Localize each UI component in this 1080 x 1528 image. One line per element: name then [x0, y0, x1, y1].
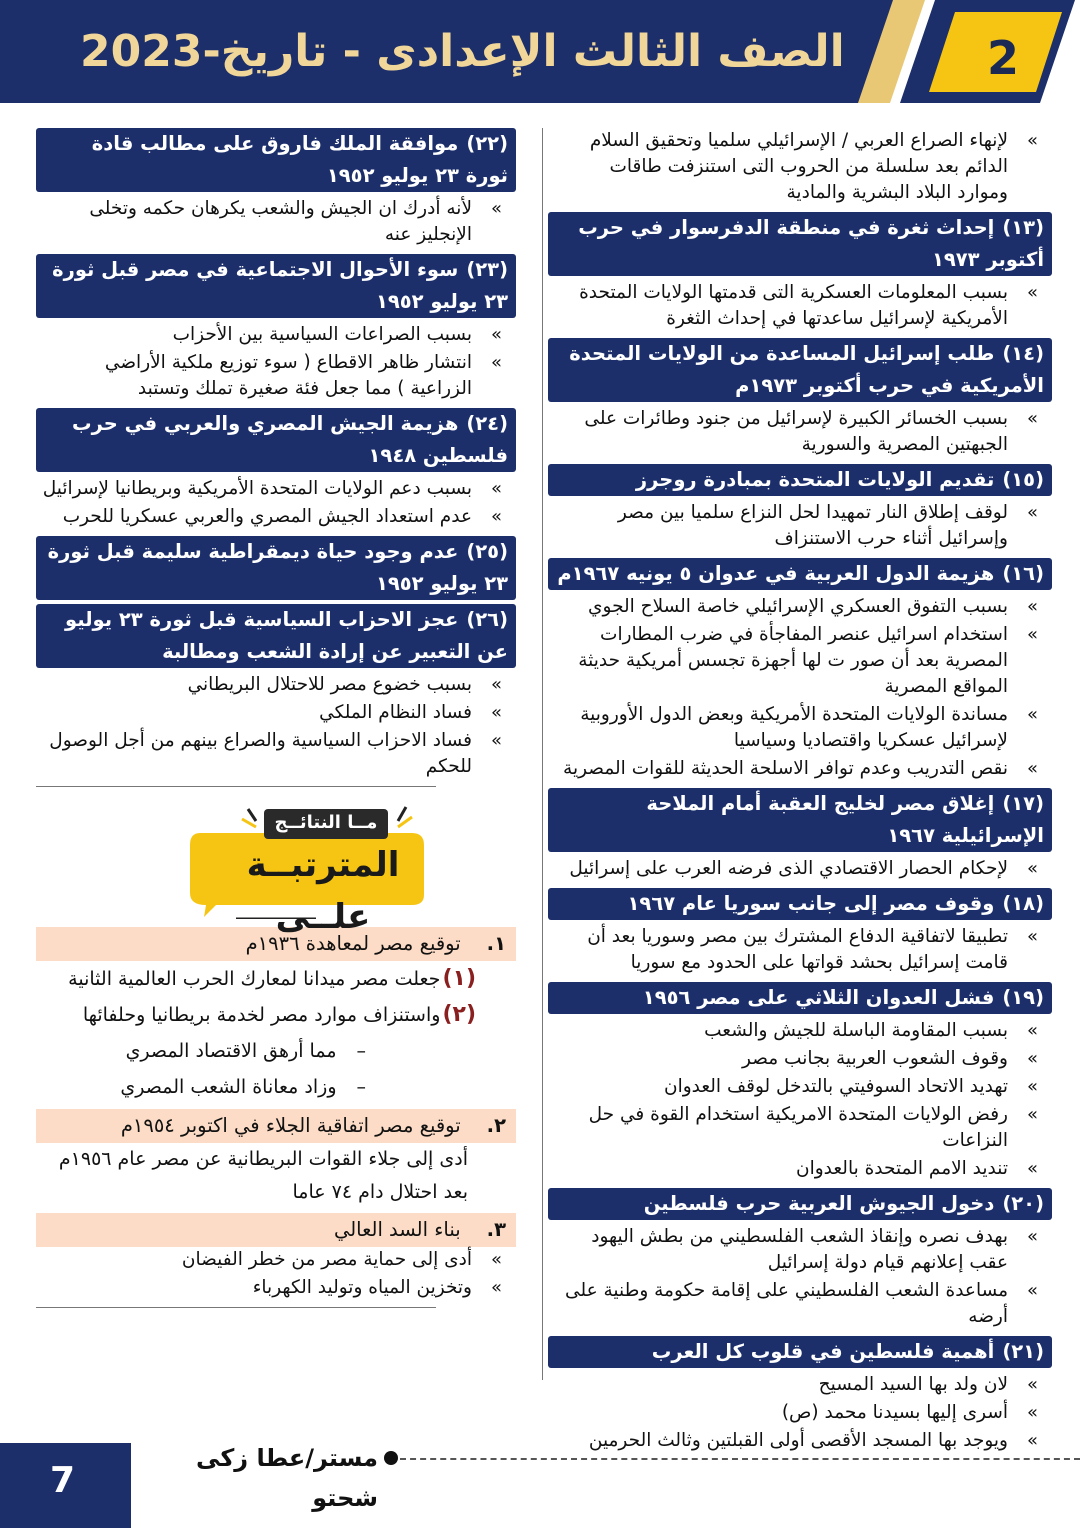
- question-text: عدم وجود حياة ديمقراطية سليمة قبل ثورة ٢٣ يوليو ١٩٥٢: [47, 540, 508, 595]
- answer-item: » بسبب الخسائر الكبيرة لإسرائيل من جنود وطائرات على الجبهتين المصرية والسورية: [548, 406, 1052, 458]
- result-line-text: واستنزاف موارد مصر لخدمة بريطانيا وحلفائها: [82, 1004, 441, 1026]
- question-header: [36, 604, 516, 668]
- result-number: ١.: [486, 932, 506, 955]
- right-column: [548, 128, 1052, 1460]
- question-number: (٢٥): [466, 540, 508, 563]
- question-header: [548, 338, 1052, 402]
- question-text: دخول الجيوش العربية حرب فلسطين: [643, 1192, 995, 1215]
- answer-item: » استخدام اسرائيل عنصر المفاجأة في ضرب المطارات المصرية بعد أن صور ت لها أجهزة تجسس أمريكية حديثة المواقع المصرية: [548, 622, 1052, 700]
- result-subpoint: [36, 1033, 516, 1069]
- question-header: [548, 464, 1052, 496]
- result-heading: [36, 1109, 516, 1143]
- result-line-text: جعلت مصر ميدانا لمعارك الحرب العالمية الثانية: [68, 968, 441, 990]
- question-header: [36, 128, 516, 192]
- question-text: وقوف مصر إلى جانب سوريا عام ١٩٦٧: [627, 892, 995, 915]
- answer-item: » وقوف الشعوب العربية بجانب مصر: [548, 1046, 1052, 1072]
- question-text: فشل العدوان الثلاثي على مصر ١٩٥٦: [642, 986, 995, 1009]
- section-divider: [36, 1307, 436, 1308]
- result-item: » أدى إلى حماية مصر من خطر الفيضان: [36, 1247, 516, 1273]
- question-text: إحداث ثغرة في منطقة الدفرسوار في حرب أكتوبر ١٩٧٣: [578, 216, 1044, 271]
- answer-item: » بسبب خضوع مصر للاحتلال البريطاني: [36, 672, 516, 698]
- question-number: (٢٠): [1002, 1192, 1044, 1215]
- page-header: [0, 0, 1080, 103]
- result-line: [36, 997, 516, 1033]
- result-heading: [36, 1213, 516, 1247]
- question-text: موافقة الملك فاروق على مطالب قادة ثورة ٢٣ يوليو ١٩٥٢: [91, 132, 508, 187]
- answer-item: » بسبب دعم الولايات المتحدة الأمريكية وبريطانيا لإسرائيل: [36, 476, 516, 502]
- answer-item: » بسبب التفوق العسكري الإسرائيلي خاصة السلاح الجوي: [548, 594, 1052, 620]
- question-number: (١٩): [1002, 986, 1044, 1009]
- answer-list: [548, 924, 1052, 976]
- answer-item: » تهديد الاتحاد السوفيتي بالتدخل لوقف العدوان: [548, 1074, 1052, 1100]
- answer-item: » لوقف إطلاق النار تمهيدا لحل النزاع سلميا بين مصر وإسرائيل أثناء حرب الاستنزاف: [548, 500, 1052, 552]
- question-text: هزيمة الجيش المصري والعربي في حرب فلسطين ١٩٤٨: [72, 412, 508, 467]
- answer-item: » لإنهاء الصراع العربي / الإسرائيلي سلميا وتحقيق السلام الدائم بعد سلسلة من الحروب التى استنزفت طاقات وموارد البلاد البشرية والمادية: [548, 128, 1052, 206]
- question-text: سوء الأحوال الاجتماعية في مصر قبل ثورة ٢٣ يوليو ١٩٥٢: [52, 258, 508, 313]
- answer-list: [548, 1018, 1052, 1182]
- left-questions: [36, 128, 516, 780]
- answer-list: [548, 1372, 1052, 1454]
- result-subpoint-text: وزاد معاناة الشعب المصري: [120, 1076, 337, 1098]
- answer-item: » بسبب المعلومات العسكرية التى قدمتها الولايات المتحدة الأمريكية لإسرائيل ساعدتها في إحداث الثغرة: [548, 280, 1052, 332]
- dash-icon: –: [356, 1040, 366, 1062]
- question-number: (٢٢): [466, 132, 508, 155]
- result-title: بناء السد العالي: [333, 1218, 461, 1241]
- left-column: [36, 128, 516, 1316]
- question-header: [548, 982, 1052, 1014]
- result-title: توقيع مصر لمعاهدة ١٩٣٦م: [245, 932, 461, 955]
- question-header: [548, 212, 1052, 276]
- result-number: ٢.: [486, 1114, 506, 1137]
- footer-dashed-line: [400, 1458, 1080, 1460]
- result-subpoint-text: مما أرهق الاقتصاد المصري: [125, 1040, 337, 1062]
- footer-author: مستر/عطا زكى شحتو: [196, 1444, 378, 1512]
- question-text: عجز الاحزاب السياسية قبل ثورة ٢٣ يوليو عن التعبير عن إرادة الشعب ومطالبة: [65, 608, 508, 663]
- answer-list: [548, 856, 1052, 882]
- question-number: (١٨): [1002, 892, 1044, 915]
- question-header: [548, 788, 1052, 852]
- question-text: تقديم الولايات المتحدة بمبادرة روجرز: [635, 468, 995, 491]
- answer-item: » انتشار ظاهر الاقطاع ( سوء توزيع ملكية الأراضي الزراعية ) مما جعل فئة صغيرة تملك وتستبد: [36, 350, 516, 402]
- answer-item: » بسبب الصراعات السياسية بين الأحزاب: [36, 322, 516, 348]
- answer-list: [548, 128, 1052, 206]
- answer-item: » ويوجد بها المسجد الأقصى أولى القبلتين وثالث الحرمين: [548, 1428, 1052, 1454]
- result-title: توقيع مصر اتفاقية الجلاء في اكتوبر ١٩٥٤م: [120, 1114, 461, 1137]
- result-number: ٣.: [486, 1218, 506, 1241]
- question-header: [36, 408, 516, 472]
- question-number: (٢١): [1002, 1340, 1044, 1363]
- question-number: (١٧): [1002, 792, 1044, 815]
- question-text: إغلاق مصر لخليج العقبة أمام الملاحة الإسرائيلية ١٩٦٧: [646, 792, 1044, 847]
- question-text: طلب إسرائيل المساعدة من الولايات المتحدة الأمريكية في حرب أكتوبر ١٩٧٣م: [569, 342, 1044, 397]
- question-number: (٢٣): [466, 258, 508, 281]
- answer-list: [36, 196, 516, 248]
- answer-item: » فساد النظام الملكي: [36, 700, 516, 726]
- question-header: [548, 558, 1052, 590]
- question-text: هزيمة الدول العربية في عدوان ٥ يونيه ١٩٦٧م: [557, 562, 995, 585]
- answer-item: » فساد الاحزاب السياسية والصراع بينهم من أجل الوصول للحكم: [36, 728, 516, 780]
- answer-list: [548, 1224, 1052, 1330]
- result-subpoint: [36, 1069, 516, 1105]
- column-divider: [542, 128, 543, 1380]
- footer-bullet-icon: [384, 1451, 398, 1465]
- answer-item: » نقص التدريب وعدم توافر الاسلحة الحديثة للقوات المصرية: [548, 756, 1052, 782]
- answer-item: » أسرى إليها بسيدنا محمد (ص): [548, 1400, 1052, 1426]
- answer-list: [548, 280, 1052, 332]
- header-page-number: 2: [986, 31, 1019, 85]
- results-badge: [36, 795, 516, 937]
- result-line-number: (١): [442, 966, 476, 991]
- answer-item: » مساندة الولايات المتحدة الأمريكية وبعض الدول الأوروبية لإسرائيل عسكريا واقتصاديا وسياسيا: [548, 702, 1052, 754]
- answer-item: » رفض الولايات المتحدة الامريكية استخدام القوة في حل النزاعات: [548, 1102, 1052, 1154]
- question-header: [548, 1188, 1052, 1220]
- result-line-number: (٢): [442, 1002, 476, 1027]
- answer-item: » تطبيقا لاتفاقية الدفاع المشترك بين مصر وسوريا بعد أن قامت إسرائيل بحشد قواتها على الحدود مع سوريا: [548, 924, 1052, 976]
- question-header: [548, 888, 1052, 920]
- badge-caption: مــا النتائــج: [274, 812, 378, 833]
- answer-item: » مساعدة الشعب الفلسطيني على إقامة حكومة وطنية على أرضه: [548, 1278, 1052, 1330]
- question-number: (١٦): [1002, 562, 1044, 585]
- answer-list: [36, 476, 516, 530]
- result-list: [36, 1247, 516, 1301]
- answer-item: » بسبب المقاومة الباسلة للجيش والشعب: [548, 1018, 1052, 1044]
- question-number: (١٤): [1002, 342, 1044, 365]
- question-number: (٢٤): [466, 412, 508, 435]
- answer-item: » لان ولد بها السيد المسيح: [548, 1372, 1052, 1398]
- question-number: (١٥): [1002, 468, 1044, 491]
- section-divider: [36, 786, 436, 787]
- result-text: أدى إلى جلاء القوات البريطانية عن مصر عام ١٩٥٦م بعد احتلال دام ٧٤ عاما: [58, 1148, 468, 1203]
- answer-list: [36, 322, 516, 402]
- answer-list: [36, 672, 516, 780]
- result-item: » وتخزين المياه وتوليد الكهرباء: [36, 1275, 516, 1301]
- dash-icon: –: [356, 1076, 366, 1098]
- answer-item: » عدم استعداد الجيش المصري والعربي عسكريا للحرب: [36, 504, 516, 530]
- answer-list: [548, 500, 1052, 552]
- badge-heading: المترتبــة علــى: [246, 845, 400, 937]
- answer-item: » تنديد الامم المتحدة بالعدوان: [548, 1156, 1052, 1182]
- question-number: (٢٦): [466, 608, 508, 631]
- question-header: [36, 536, 516, 600]
- page-title: الصف الثالث الإعدادى - تاريخ-2023: [80, 26, 845, 77]
- answer-list: [548, 406, 1052, 458]
- question-header: [36, 254, 516, 318]
- answer-item: » لأنه أدرك ان الجيش والشعب يكرهان حكمه وتخلى الإنجليز عنه: [36, 196, 516, 248]
- result-line: [36, 961, 516, 997]
- question-header: [548, 1336, 1052, 1368]
- results-section: [36, 927, 516, 1308]
- answer-item: » لإحكام الحصار الاقتصادي الذى فرضه العرب على إسرائيل: [548, 856, 1052, 882]
- question-text: أهمية فلسطين في قلوب كل العرب: [651, 1340, 995, 1363]
- question-number: (١٣): [1002, 216, 1044, 239]
- footer-page-number: 7: [50, 1460, 76, 1501]
- answer-item: » بهدف نصره وإنقاذ الشعب الفلسطيني من بطش اليهود عقب إعلانهم قيام دولة إسرائيل: [548, 1224, 1052, 1276]
- answer-list: [548, 594, 1052, 782]
